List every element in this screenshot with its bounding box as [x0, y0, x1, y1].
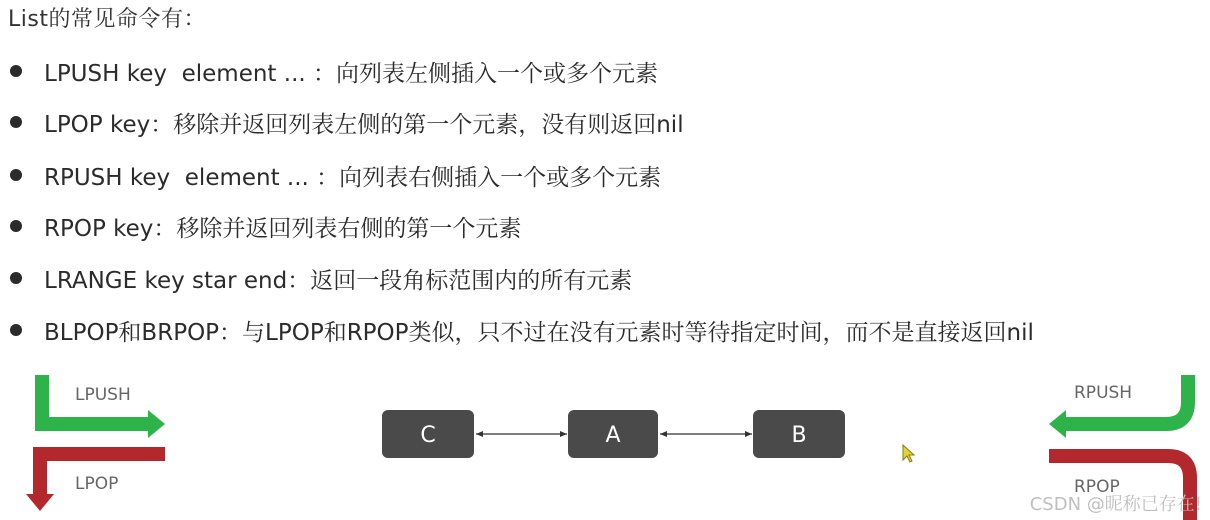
command-text: LPUSH key element ... ：向列表左侧插入一个或多个元素 — [44, 60, 659, 87]
bullet-icon — [10, 116, 22, 128]
rpush-label: RPUSH — [1074, 383, 1133, 403]
node-label: B — [791, 423, 807, 448]
rpop-label: RPOP — [1074, 477, 1120, 497]
list-item — [10, 312, 1034, 348]
list-item — [10, 260, 632, 296]
mouse-cursor-icon — [903, 445, 914, 462]
list-item — [10, 157, 661, 193]
page-title: List的常见命令有： — [8, 7, 206, 32]
bullet-icon — [10, 272, 22, 284]
list-item — [10, 104, 684, 140]
bullet-icon — [10, 169, 22, 181]
bullet-icon — [10, 65, 22, 77]
command-text: RPUSH key element ... ：向列表右侧插入一个或多个元素 — [44, 164, 662, 191]
list-item — [10, 53, 658, 89]
node-label: C — [420, 423, 436, 448]
list-item — [10, 208, 521, 244]
list-diagram — [0, 360, 1210, 520]
list-node — [382, 410, 474, 458]
command-text: BLPOP和BRPOP：与LPOP和RPOP类似，只不过在没有元素时等待指定时间，而不是直接返回nil — [44, 319, 1034, 346]
bullet-icon — [10, 324, 22, 336]
lpush-label: LPUSH — [75, 385, 131, 405]
node-label: A — [605, 423, 621, 448]
command-text: RPOP key：移除并返回列表右侧的第一个元素 — [44, 215, 522, 242]
list-node — [753, 410, 845, 458]
bullet-icon — [10, 220, 22, 232]
lpop-label: LPOP — [75, 474, 119, 494]
list-node — [568, 410, 658, 458]
watermark: CSDN @昵称已存在! — [1029, 494, 1202, 515]
command-text: LPOP key：移除并返回列表左侧的第一个元素，没有则返回nil — [44, 111, 684, 138]
command-text: LRANGE key star end：返回一段角标范围内的所有元素 — [44, 267, 633, 294]
